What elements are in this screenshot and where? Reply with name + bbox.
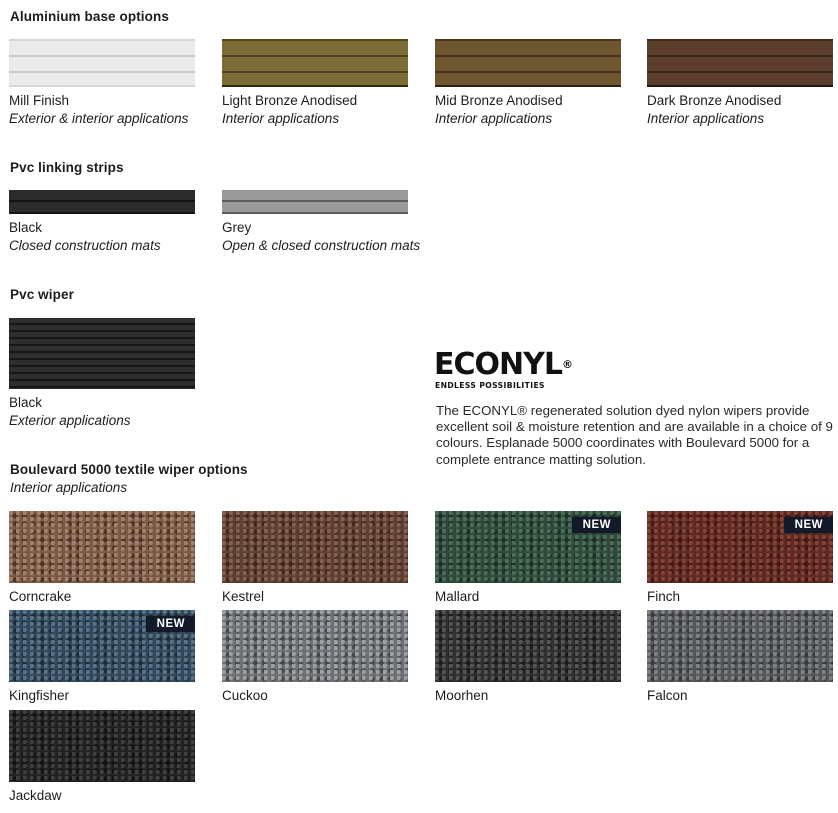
option-name: Mill Finish	[9, 93, 70, 108]
option-name: Kingfisher	[9, 688, 70, 703]
pvc-strip-option-black[interactable]	[9, 190, 195, 255]
option-name: Jackdaw	[9, 788, 62, 803]
econyl-description: The ECONYL® regenerated solution dyed nylon wipers provide excellent soil & moisture retention and are available in a choice of 9 colours. Esplanade 5000 coordinates with Boulevard 5000 for a complete entrance matting solution.	[436, 403, 833, 467]
new-badge: NEW	[146, 616, 195, 632]
option-name: Black	[9, 220, 43, 235]
option-name: Mid Bronze Anodised	[435, 93, 563, 108]
option-description: Open & closed construction mats	[222, 238, 421, 253]
option-name: Black	[9, 395, 43, 410]
option-name: Kestrel	[222, 589, 265, 604]
econyl-tagline: ENDLESS POSSIBILITIES	[435, 381, 545, 390]
option-name: Dark Bronze Anodised	[647, 93, 782, 108]
dark-bronze-swatch	[647, 39, 833, 87]
option-name: Grey	[222, 220, 252, 235]
black-strip-swatch	[9, 190, 195, 214]
jackdaw-swatch	[9, 710, 195, 782]
aluminium-option-light-bronze[interactable]	[222, 39, 408, 128]
textile-option-mallard[interactable]	[435, 511, 621, 606]
econyl-wordmark: ECONYL	[434, 347, 562, 382]
corncrake-swatch	[9, 511, 195, 583]
textile-option-cuckoo[interactable]	[222, 610, 408, 705]
econyl-logo	[434, 347, 573, 390]
falcon-swatch	[647, 610, 833, 682]
option-description: Exterior & interior applications	[9, 111, 189, 126]
mallard-swatch	[435, 511, 621, 583]
aluminium-option-mid-bronze[interactable]	[435, 39, 621, 128]
mid-bronze-swatch	[435, 39, 621, 87]
option-name: Moorhen	[435, 688, 489, 703]
option-description: Closed construction mats	[9, 238, 161, 253]
new-badge: NEW	[572, 517, 621, 533]
textile-option-finch[interactable]	[647, 511, 833, 606]
option-description: Interior applications	[647, 111, 765, 126]
finch-swatch	[647, 511, 833, 583]
moorhen-swatch	[435, 610, 621, 682]
textile-section-title: Boulevard 5000 textile wiper options	[10, 462, 248, 477]
mill-finish-swatch	[9, 39, 195, 87]
pvc-wiper-option-black[interactable]	[9, 318, 195, 430]
option-description: Interior applications	[435, 111, 553, 126]
option-name: Mallard	[435, 589, 480, 604]
textile-option-kestrel[interactable]	[222, 511, 408, 606]
black-wiper-swatch	[9, 318, 195, 389]
aluminium-section-title: Aluminium base options	[10, 9, 169, 24]
textile-option-falcon[interactable]	[647, 610, 833, 705]
cuckoo-swatch	[222, 610, 408, 682]
option-name: Corncrake	[9, 589, 72, 604]
option-description: Interior applications	[222, 111, 340, 126]
option-name: Finch	[647, 589, 681, 604]
econyl-registered-mark: ®	[561, 358, 573, 371]
pvc-wiper-section-title: Pvc wiper	[10, 287, 74, 302]
option-name: Cuckoo	[222, 688, 268, 703]
textile-section-subtitle: Interior applications	[10, 480, 128, 495]
kestrel-swatch	[222, 511, 408, 583]
pvc-strip-option-grey[interactable]	[222, 190, 421, 255]
aluminium-option-dark-bronze[interactable]	[647, 39, 833, 128]
grey-strip-swatch	[222, 190, 408, 214]
aluminium-option-mill-finish[interactable]	[9, 39, 195, 128]
option-name: Falcon	[647, 688, 688, 703]
option-description: Exterior applications	[9, 413, 131, 428]
option-name: Light Bronze Anodised	[222, 93, 358, 108]
kingfisher-swatch	[9, 610, 195, 682]
new-badge: NEW	[784, 517, 833, 533]
textile-option-jackdaw[interactable]	[9, 710, 195, 805]
textile-option-corncrake[interactable]	[9, 511, 195, 606]
light-bronze-swatch	[222, 39, 408, 87]
textile-option-kingfisher[interactable]	[9, 610, 195, 705]
textile-option-moorhen[interactable]	[435, 610, 621, 705]
pvc-strips-section-title: Pvc linking strips	[10, 160, 124, 175]
